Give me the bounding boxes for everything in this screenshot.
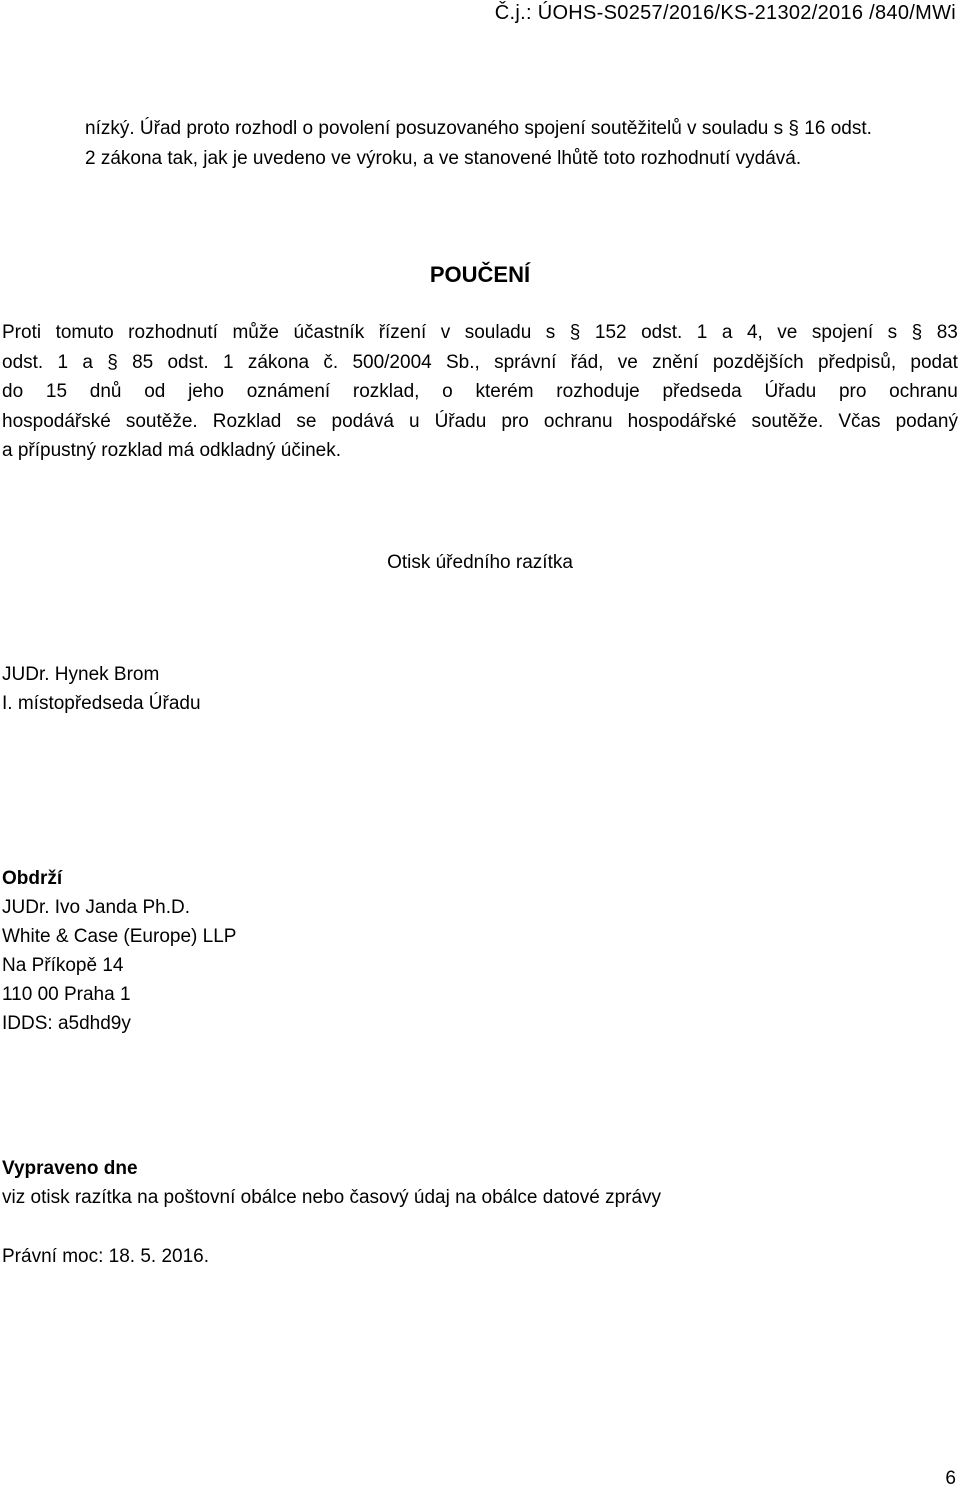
recipient-line: White & Case (Europe) LLP [2,926,237,947]
recipient-heading: Obdrží [2,868,63,889]
signatory-title: I. místopředseda Úřadu [2,693,201,714]
reference-number: Č.j.: ÚOHS-S0257/2016/KS-21302/2016 /840/MWi [494,2,956,24]
pouceni-line-1: Proti tomuto rozhodnutí může účastník řízení v souladu s § 152 odst. 1 a 4, ve spojení s § 83 [2,322,958,343]
pouceni-line-4: hospodářské soutěže. Rozklad se podává u Úřadu pro ochranu hospodářské soutěže. Včas podaný [2,410,958,432]
intro-line-2: 2 zákona tak, jak je uvedeno ve výroku, a ve stanovené lhůtě toto rozhodnutí vydává. [85,147,802,169]
dispatch-text: viz otisk razítka na poštovní obálce nebo časový údaj na obálce datové zprávy [2,1187,662,1208]
recipient-line: Na Příkopě 14 [2,955,124,976]
stamp-placeholder: Otisk úředního razítka [387,552,573,573]
recipient-line: JUDr. Ivo Janda Ph.D. [2,897,190,918]
pouceni-heading: POUČENÍ [429,262,531,287]
signatory-name: JUDr. Hynek Brom [2,664,160,685]
pouceni-line-5: a přípustný rozklad má odkladný účinek. [2,440,342,461]
pouceni-line-2: odst. 1 a § 85 odst. 1 zákona č. 500/2004 Sb., správní řád, ve znění pozdějších předpisů, podat [2,351,958,373]
recipient-line: 110 00 Praha 1 [2,984,131,1005]
pouceni-paragraph [2,318,958,466]
dispatch-heading: Vypraveno dne [2,1158,138,1179]
page-number: 6 [945,1468,956,1489]
intro-line-1: nízký. Úřad proto rozhodl o povolení posuzovaného spojení soutěžitelů v souladu s § 16 odst. [85,118,872,139]
pouceni-line-3: do 15 dnů od jeho oznámení rozklad, o kterém rozhoduje předseda Úřadu pro ochranu [2,381,958,402]
recipient-line: IDDS: a5dhd9y [2,1013,131,1034]
legal-force: Právní moc: 18. 5. 2016. [2,1246,210,1267]
intro-paragraph [85,114,872,173]
